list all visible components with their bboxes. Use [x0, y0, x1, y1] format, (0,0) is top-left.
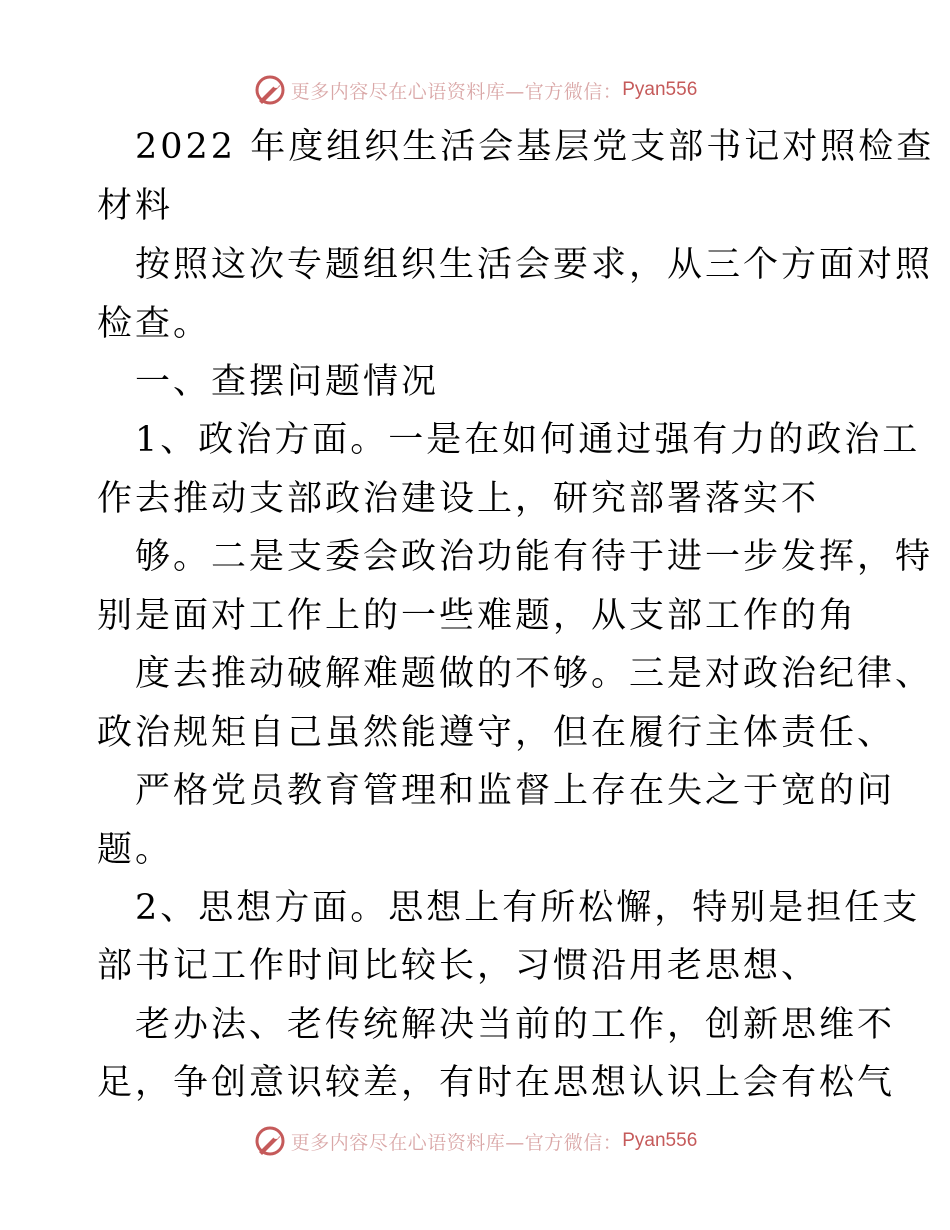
- watermark-text: 更多内容尽在心语资料库—官方微信：: [290, 1131, 623, 1154]
- watermark-wechat-id: Pyan556: [622, 79, 698, 100]
- section-heading: 一、查摆问题情况: [135, 362, 440, 402]
- paragraph-line: 别是面对工作上的一些难题，从支部工作的角: [97, 596, 858, 636]
- watermark-header: [0, 70, 950, 110]
- paragraph-line: 检查。: [97, 304, 212, 344]
- watermark-text: 更多内容尽在心语资料库—官方微信：: [290, 80, 623, 103]
- watermark-wechat-id: Pyan556: [622, 1130, 698, 1151]
- pen-logo-icon: [253, 73, 287, 107]
- paragraph-line: 作去推动支部政治建设上，研究部署落实不: [97, 479, 820, 519]
- watermark-footer: [0, 1121, 950, 1161]
- title-line-1: 2022 年度组织生活会基层党支部书记对照检查: [135, 127, 935, 167]
- paragraph-line: 政治规矩自己虽然能遵守，但在履行主体责任、: [97, 713, 896, 753]
- paragraph-line: 2、思想方面。思想上有所松懈，特别是担任支: [135, 888, 921, 928]
- paragraph-line: 题。: [97, 830, 174, 870]
- paragraph-line: 度去推动破解难题做的不够。三是对政治纪律、: [135, 654, 934, 694]
- paragraph-line: 按照这次专题组织生活会要求，从三个方面对照: [135, 245, 934, 285]
- paragraph-line: 1、政治方面。一是在如何通过强有力的政治工: [135, 420, 921, 460]
- paragraph-line: 够。二是支委会政治功能有待于进一步发挥，特: [135, 537, 934, 577]
- pen-logo-icon: [253, 1124, 287, 1158]
- paragraph-line: 足，争创意识较差，有时在思想认识上会有松气: [97, 1063, 896, 1103]
- paragraph-line: 部书记工作时间比较长，习惯沿用老思想、: [97, 946, 820, 986]
- paragraph-line: 老办法、老传统解决当前的工作，创新思维不: [135, 1005, 896, 1045]
- title-line-2: 材料: [97, 186, 174, 226]
- paragraph-line: 严格党员教育管理和监督上存在失之于宽的问: [135, 771, 896, 811]
